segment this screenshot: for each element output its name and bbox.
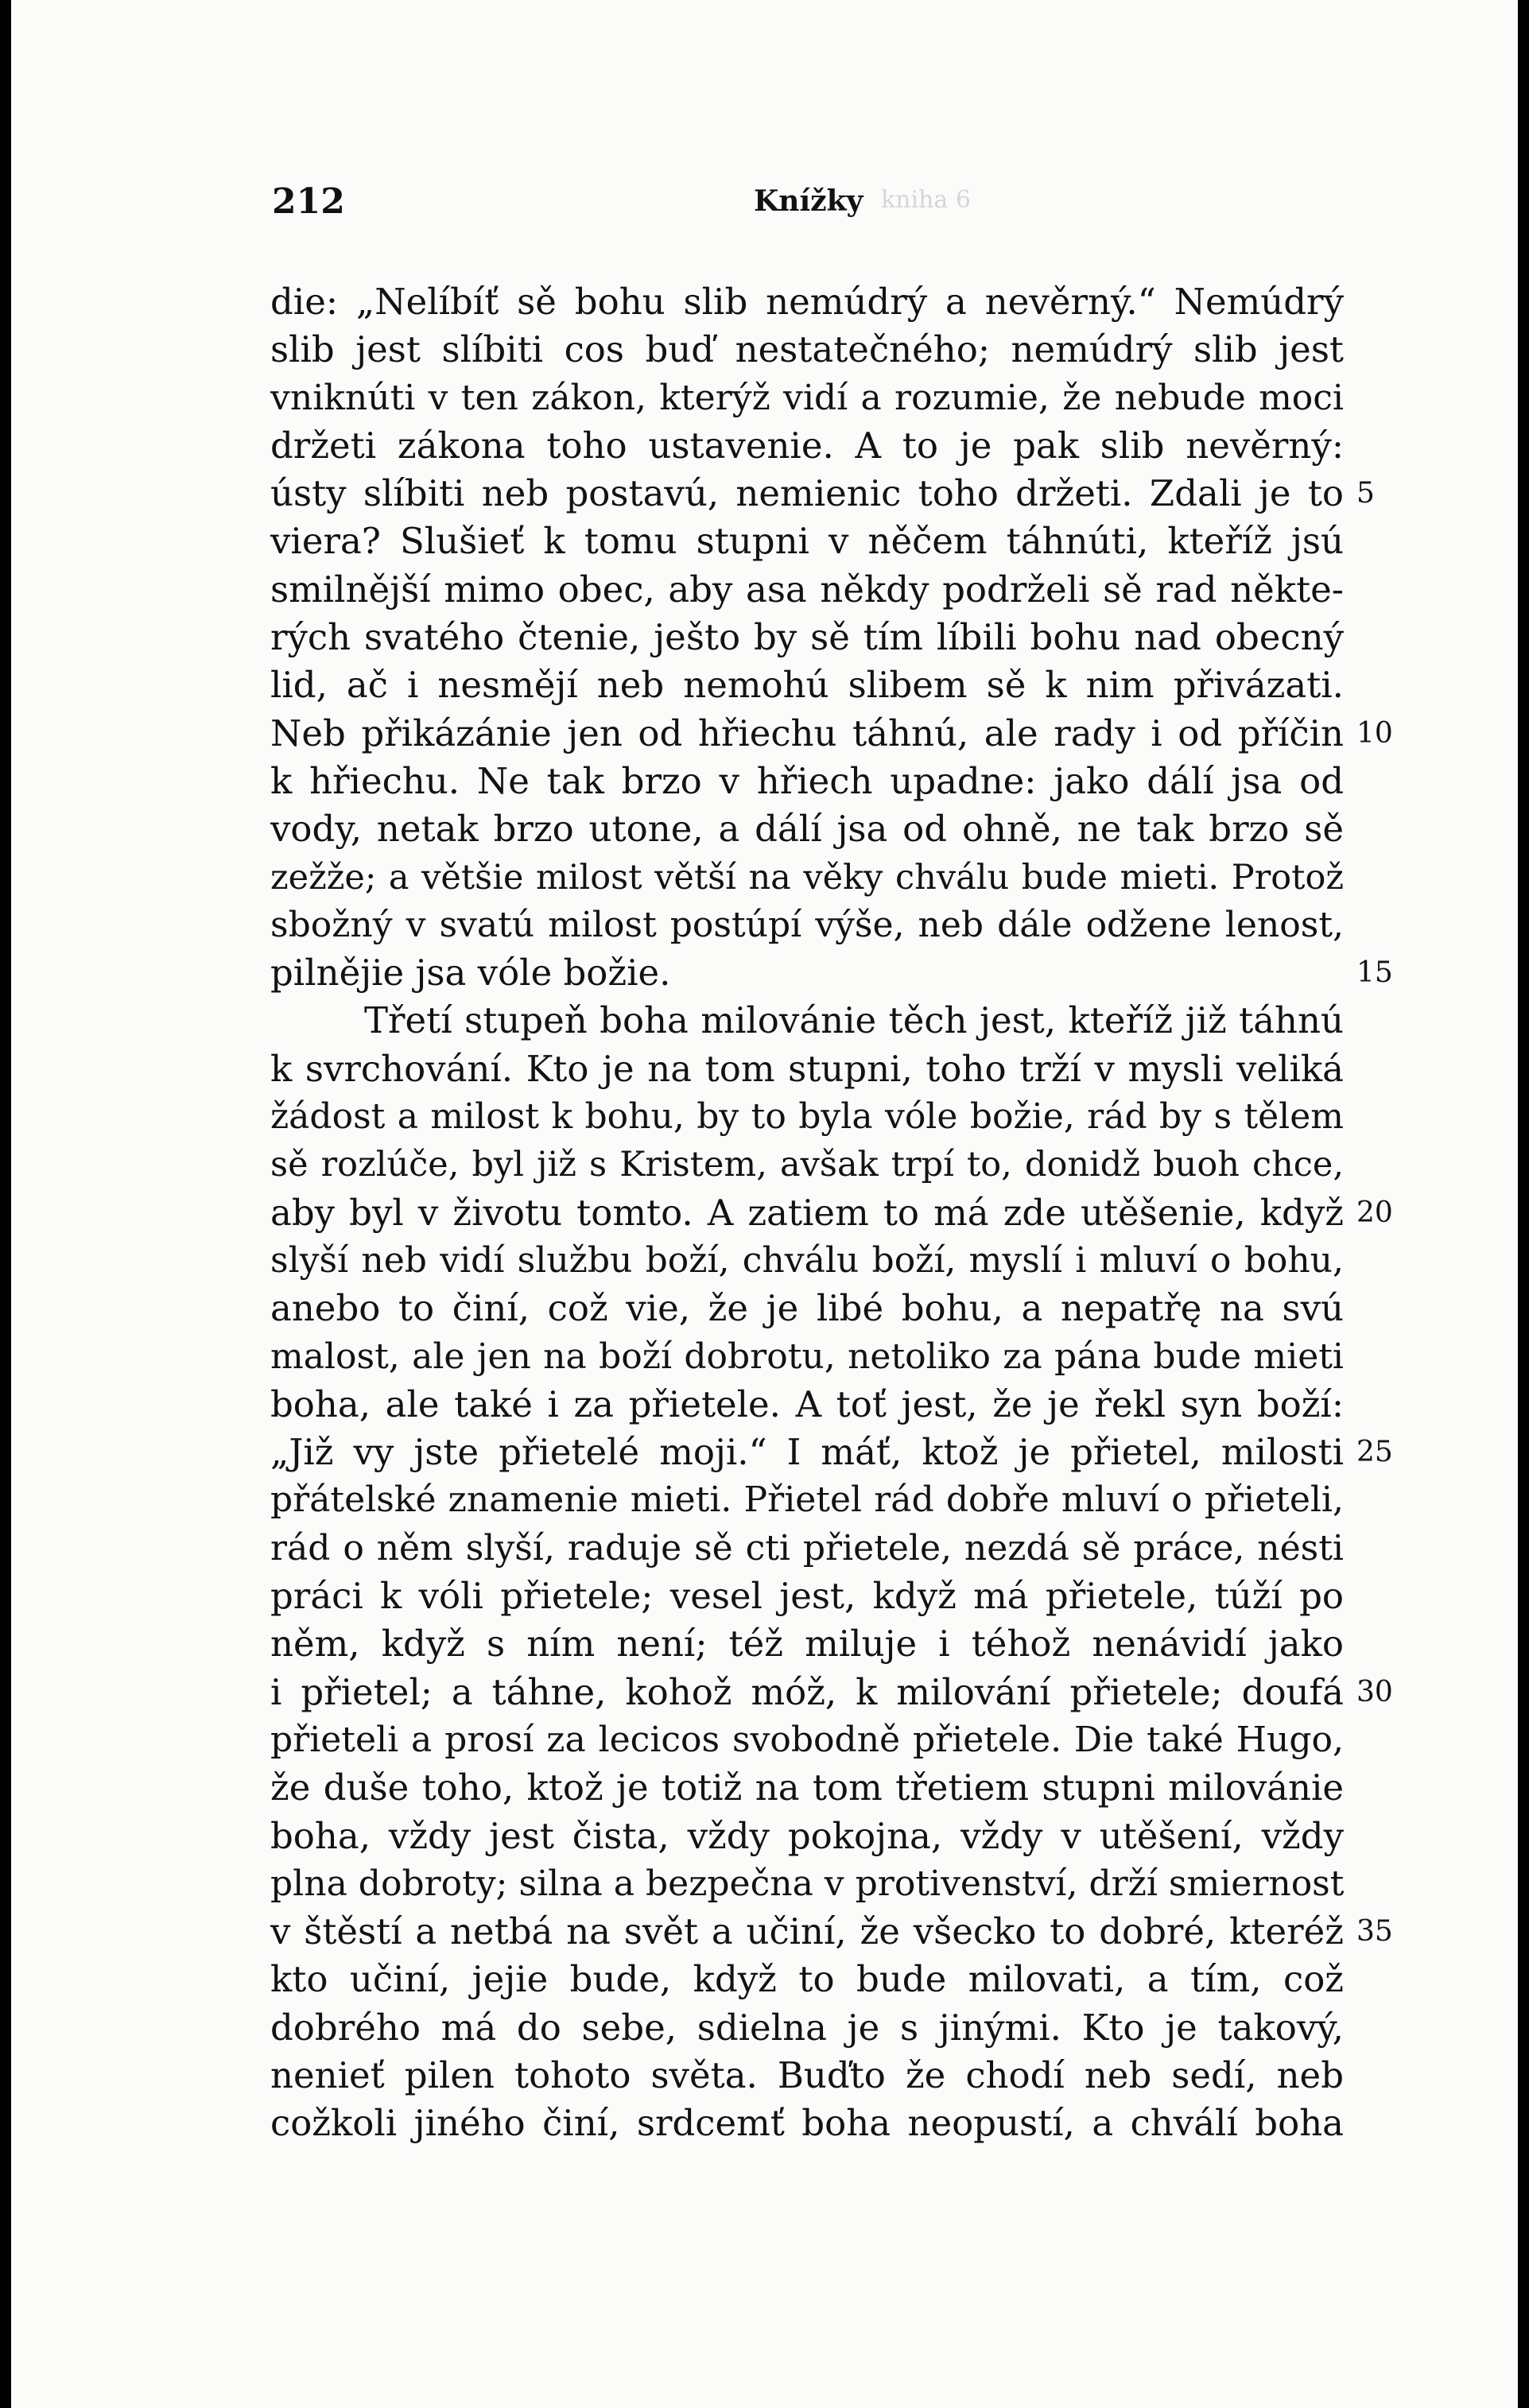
line-text: kto učiní, jejie bude, když to bude milovati, a tím, což bbox=[270, 1958, 1344, 2001]
line-text: aby byl v životu tomto. A zatiem to má zde utěšenie, když bbox=[270, 1191, 1344, 1234]
line-text: vody, netak brzo utone, a dálí jsa od ohně, ne tak brzo sě bbox=[270, 808, 1344, 851]
text-line bbox=[270, 1476, 1344, 1524]
line-text: cožkoli jiného činí, srdcemť boha neopustí, a chválí boha bbox=[270, 2102, 1344, 2145]
line-text: zežže; a většie milost větší na věky chválu bude mieti. Protož bbox=[270, 857, 1344, 898]
line-text: lid, ač i nesmějí neb nemohú slibem sě k nim přivázati. bbox=[270, 664, 1344, 707]
text-line bbox=[270, 566, 1344, 614]
line-text: k svrchování. Kto je na tom stupni, toho trží v mysli veliká bbox=[270, 1047, 1344, 1090]
line-text: „Již vy jste přietelé moji.“ I máť, ktož je přietel, milosti bbox=[270, 1431, 1344, 1474]
text-line bbox=[270, 1956, 1344, 2003]
line-text: Třetí stupeň boha milovánie těch jest, kteříž již táhnú bbox=[364, 999, 1344, 1042]
line-number: 35 bbox=[1356, 1915, 1393, 1949]
text-line bbox=[270, 902, 1344, 949]
text-line bbox=[270, 1813, 1344, 1860]
line-text: anebo to činí, což vie, že je libé bohu, a nepatřę na svú bbox=[270, 1287, 1344, 1330]
text-line bbox=[270, 1381, 1344, 1429]
line-text: sbožný v svatú milost postúpí výše, neb dále odžene lenost, bbox=[270, 904, 1344, 945]
running-title-bleedthrough: kniha 6 bbox=[881, 186, 971, 214]
text-line bbox=[270, 1429, 1393, 1476]
text-line bbox=[270, 326, 1344, 374]
line-text: pilnějie jsa vóle božie. bbox=[270, 952, 671, 995]
line-text: práci k vóli přietele; vesel jest, když má přietele, túží po bbox=[270, 1575, 1344, 1618]
line-number: 5 bbox=[1356, 477, 1375, 510]
text-line bbox=[270, 518, 1344, 565]
line-text: boha, vždy jest čista, vždy pokojna, vždy v utěšení, vždy bbox=[270, 1814, 1344, 1857]
text-line bbox=[270, 1285, 1344, 1332]
text-line bbox=[270, 997, 1344, 1045]
line-number: 25 bbox=[1356, 1436, 1393, 1469]
line-text: malost, ale jen na boží dobrotu, netoliko za pána bude mieti bbox=[270, 1336, 1344, 1377]
text-line bbox=[270, 758, 1344, 805]
text-line bbox=[270, 1189, 1393, 1237]
line-text: že duše toho, ktož je totiž na tom třetiem stupni milovánie bbox=[270, 1766, 1344, 1809]
line-text: die: „Nelíbíť sě bohu slib nemúdrý a nevěrný.“ Nemúdrý bbox=[270, 281, 1344, 323]
text-line bbox=[270, 710, 1393, 758]
running-title: Knížky bbox=[754, 184, 863, 218]
line-text: viera? Slušieť k tomu stupni v něčem táhnúti, kteříž jsú bbox=[270, 520, 1344, 563]
line-text: přátelské znamenie mieti. Přietel rád dobře mluví o přieteli, bbox=[270, 1479, 1344, 1521]
line-text: vniknúti v ten zákon, kterýž vidí a rozumie, že nebude moci bbox=[270, 377, 1344, 418]
text-line bbox=[270, 661, 1344, 709]
text-line bbox=[270, 2004, 1344, 2052]
line-text: k hřiechu. Ne tak brzo v hřiech upadne: jako dálí jsa od bbox=[270, 759, 1344, 802]
line-text: sě rozlúče, byl již s Kristem, avšak trpí to, donidž buoh chce, bbox=[270, 1145, 1344, 1185]
line-text: slyší neb vidí službu boží, chválu boží, myslí i mluví o bohu, bbox=[270, 1239, 1344, 1281]
line-text: plna dobroty; silna a bezpečna v protivenství, drží smiernost bbox=[270, 1863, 1345, 1904]
line-text: rád o něm slyší, raduje sě cti přietele, nezdá sě práce, nésti bbox=[270, 1527, 1344, 1568]
running-head bbox=[272, 181, 1345, 229]
text-line bbox=[270, 1525, 1344, 1572]
line-text: v štěstí a netbá na svět a učiní, že všecko to dobré, kteréž bbox=[270, 1910, 1344, 1953]
text-line bbox=[270, 1620, 1344, 1668]
line-text: smilnější mimo obec, aby asa někdy podrželi sě rad někte- bbox=[270, 568, 1344, 611]
line-text: Neb přikázánie jen od hřiechu táhnú, ale rady i od příčin bbox=[270, 712, 1344, 754]
text-line bbox=[270, 374, 1344, 422]
text-line bbox=[270, 1093, 1344, 1141]
line-number: 30 bbox=[1356, 1675, 1393, 1708]
text-line bbox=[270, 2100, 1344, 2147]
line-text: slib jest slíbiti cos buď nestatečného; nemúdrý slib jest bbox=[270, 328, 1344, 371]
text-line bbox=[270, 854, 1344, 902]
line-text: držeti zákona toho ustavenie. A to je pak slib nevěrný: bbox=[270, 424, 1344, 467]
text-line bbox=[270, 1045, 1344, 1093]
line-text: ústy slíbiti neb postavú, nemienic toho držeti. Zdali je to bbox=[270, 472, 1344, 515]
text-line bbox=[270, 1141, 1344, 1188]
text-line bbox=[270, 805, 1344, 853]
text-line bbox=[270, 422, 1344, 470]
page-number: 212 bbox=[272, 181, 345, 222]
text-line bbox=[270, 1764, 1344, 1812]
book-page bbox=[11, 0, 1518, 2408]
text-line bbox=[270, 470, 1375, 518]
text-line bbox=[270, 1237, 1344, 1285]
text-line bbox=[270, 1333, 1344, 1381]
text-line bbox=[270, 1860, 1344, 1908]
line-number: 15 bbox=[1356, 956, 1393, 990]
text-line bbox=[270, 949, 1393, 997]
line-text: rých svatého čtenie, ješto by sě tím líbili bohu nad obecný bbox=[270, 616, 1344, 659]
line-number: 20 bbox=[1356, 1196, 1393, 1229]
line-text: dobrého má do sebe, sdielna je s jinými. Kto je takový, bbox=[270, 2006, 1344, 2049]
text-line bbox=[270, 278, 1344, 326]
text-line bbox=[270, 614, 1344, 661]
text-line bbox=[270, 2052, 1344, 2100]
text-line bbox=[270, 1669, 1393, 1716]
line-text: boha, ale také i za přietele. A toť jest, že je řekl syn boží: bbox=[270, 1382, 1344, 1425]
text-line bbox=[270, 1572, 1344, 1620]
body-text bbox=[270, 278, 1393, 2148]
text-line bbox=[270, 1716, 1344, 1764]
text-line bbox=[270, 1908, 1393, 1956]
line-text: přieteli a prosí za lecicos svobodně přietele. Die také Hugo, bbox=[270, 1719, 1344, 1760]
line-text: žádost a milost k bohu, by to byla vóle božie, rád by s tělem bbox=[270, 1096, 1344, 1138]
line-text: něm, když s ním není; též miluje i téhož nenávidí jako bbox=[270, 1623, 1344, 1665]
line-text: nenieť pilen tohoto světa. Buďto že chodí neb sedí, neb bbox=[270, 2053, 1344, 2096]
line-number: 10 bbox=[1356, 716, 1393, 750]
line-text: i přietel; a táhne, kohož móž, k milování přietele; doufá bbox=[270, 1670, 1344, 1713]
